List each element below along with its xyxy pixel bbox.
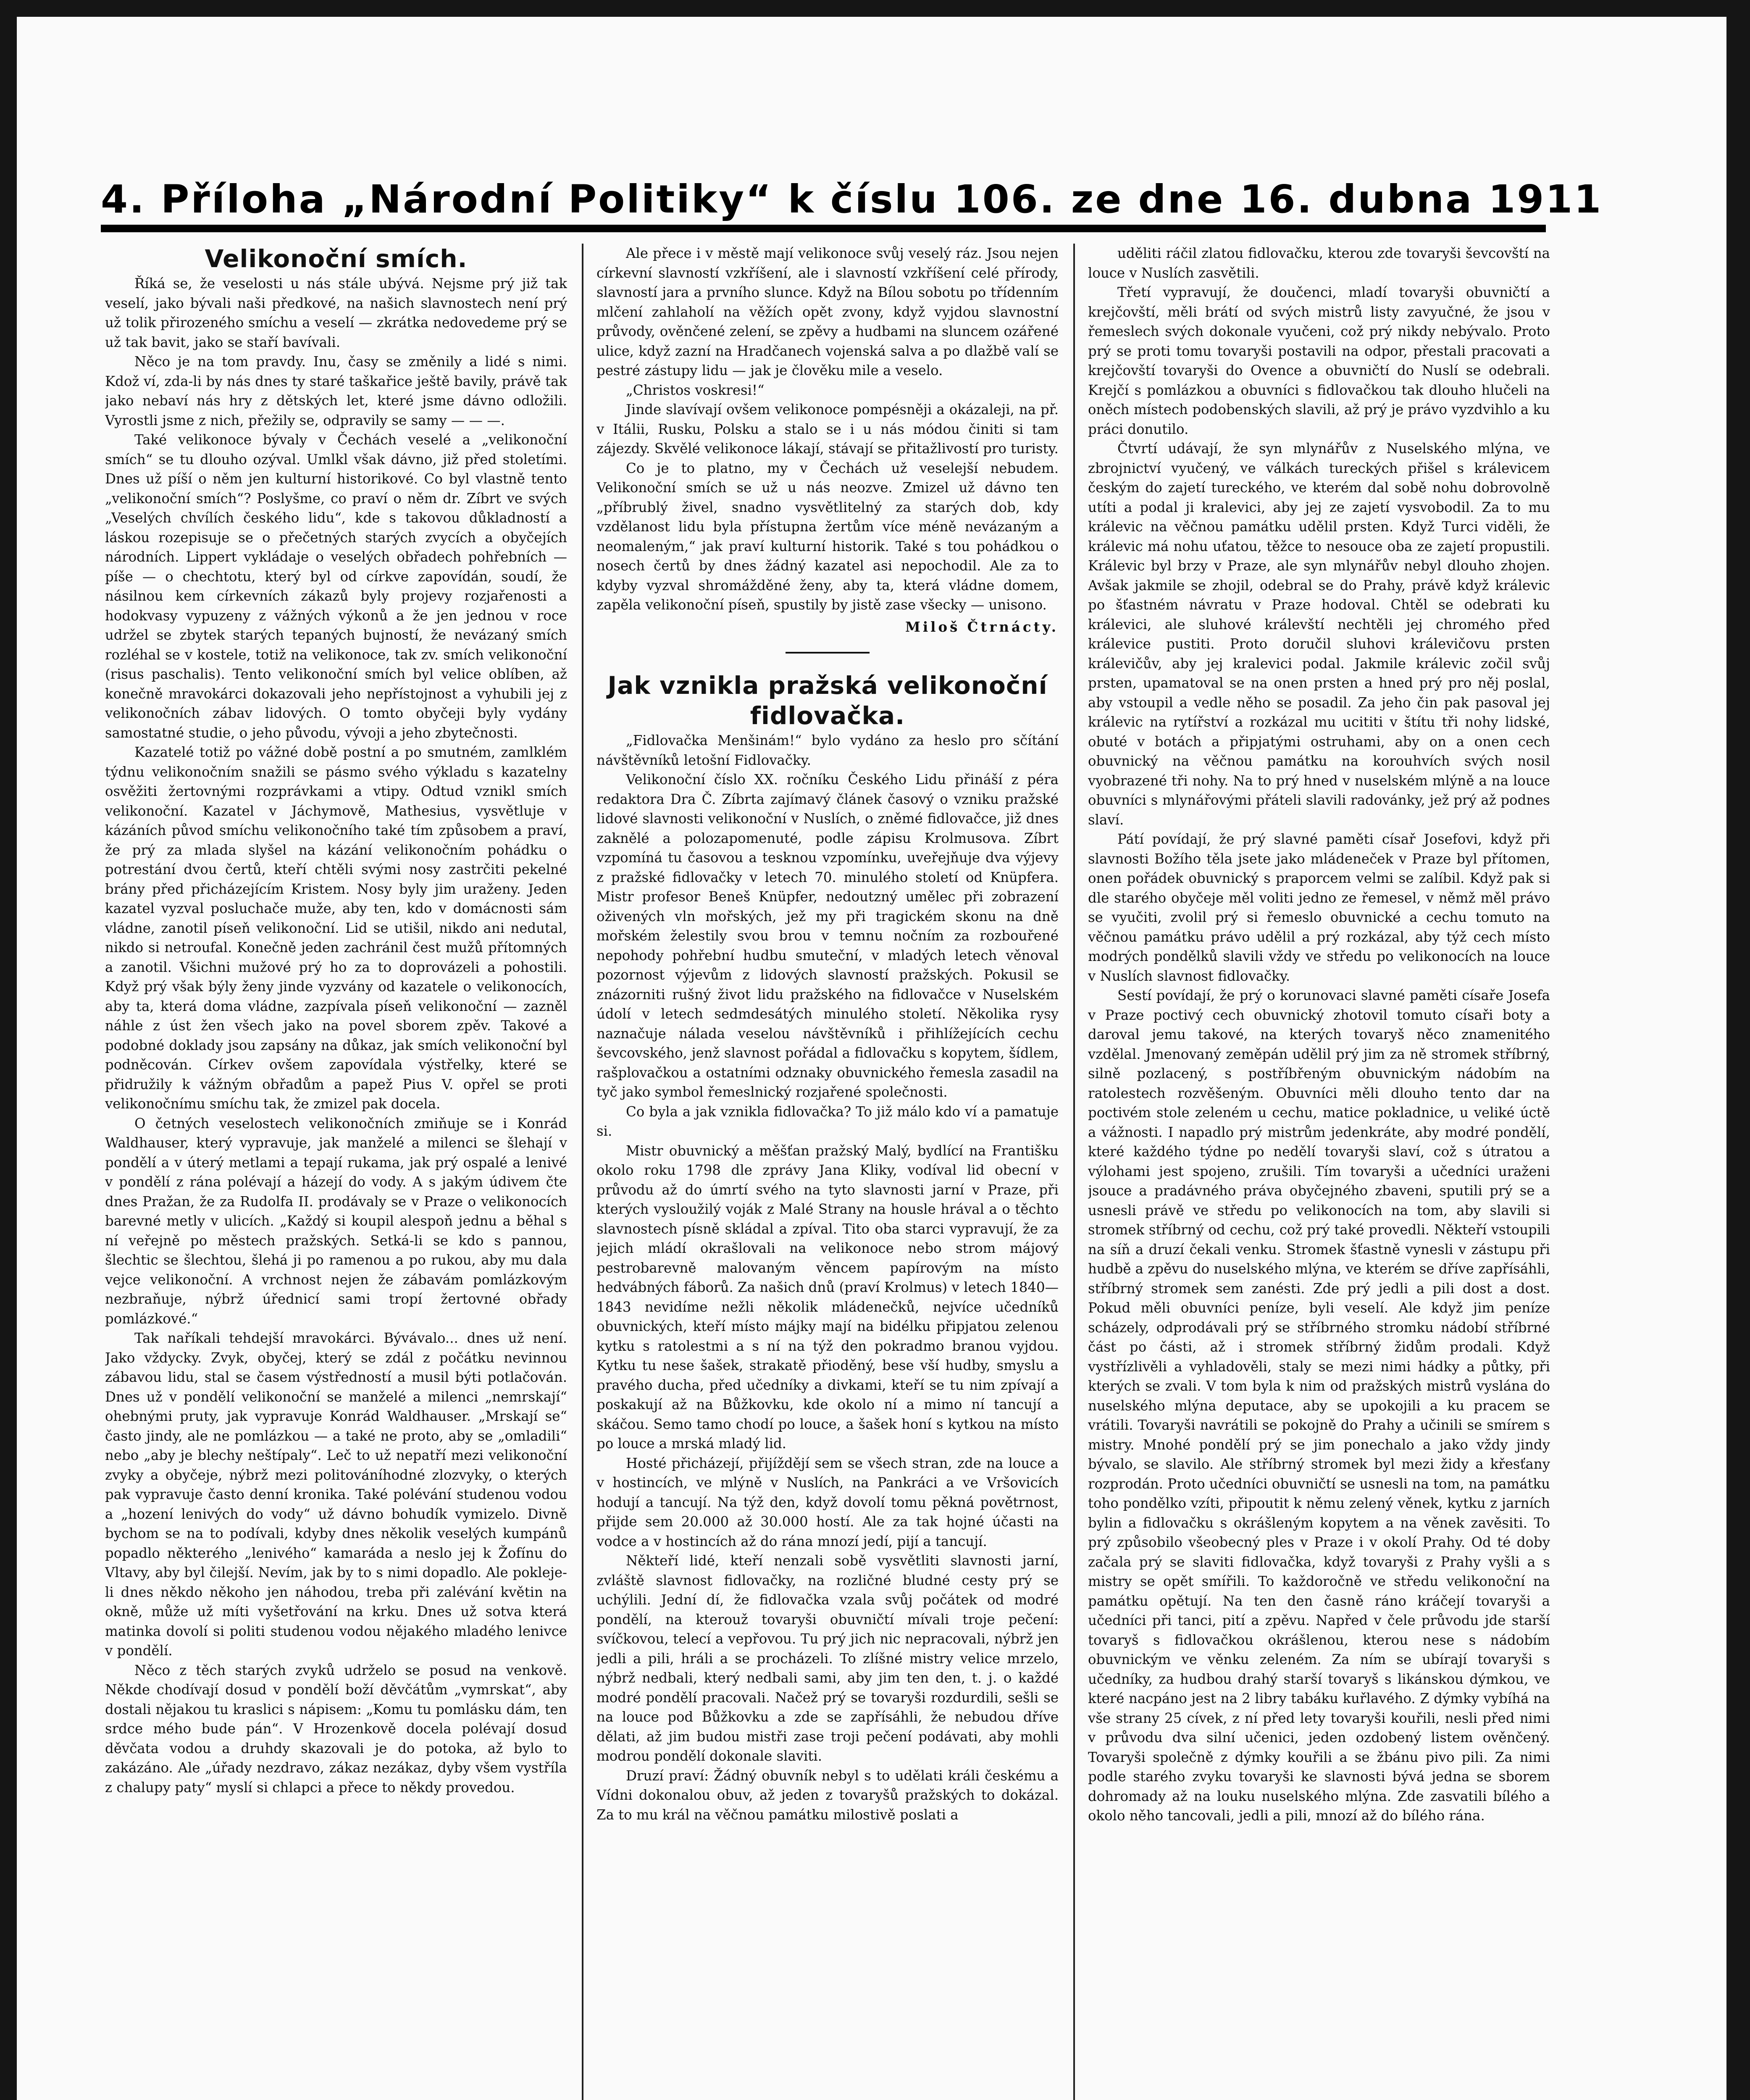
paragraph: Co je to platno, my v Čechách už veselejší nebudem. Velikonoční smích se už u nás neozve. Zmizel už dávno ten „příbrublý živel, snadno vysvětlitelný za starých dob, kdy vzdělanost lidu byla přístupna žertům více méně nevázaným a neomaleným,“ jak praví kulturní historik. Také s tou pohádkou o nosech čertů by dnes žádný kazatel asi nepochodil. Ale za to kdyby vyzval shromážděné ženy, aby ta, která vládne domem, zapěla velikonoční píseň, spustily by jistě zase všecky — unisono. <box>596 460 1059 613</box>
paragraph: Co byla a jak vznikla fidlovačka? To již málo kdo ví a pamatuje si. <box>596 1103 1059 1139</box>
paragraph: Sestí povídají, že prý o korunovaci slavné paměti císaře Josefa v Praze poctivý cech obuvnický zhotovil tomuto císaři boty a daroval jemu takové, na kterých tovaryš něco znamenitého vzdělal. Jmenovaný zeměpán udělil prý jim za ně stromek stříbrný, silně pozlacený, s postříbřeným obuvnickým nádobím na ratolestech rozvěšeným. Obuvníci měli dlouho tento dar na poctivém stole zeleném u cechu, matice pokladnice, u veliké úctě a vážnosti. I napadlo prý mistrům jedenkráte, aby modré pondělí, které každého týdne po nedělí tovaryši slaví, což s útratou a výlohami jest spojeno, zrušili. Tím tovaryši a učedníci uraženi jsouce a pradávného práva obyčejného zbaveni, sputili prý se a usnesli právě ve středu po velikonocích na tom, aby slavili si stromek stříbrný od cechu, což prý také provedli. Někteří vstoupili na síň a druzí čekali venku. Stromek šťastně vynesli v zástupu při hudbě a zpěvu do nuselského mlýna, ve kterém se dříve zapřísáhli, stříbrný stromek sem zanésti. Zde prý jedli a pili dost a dost. Pokud měli obuvníci peníze, byli veselí. Ale když jim peníze scházely, odprodávali prý se stříbrného stromku nádobí stříbrné část po části, až i stromek stříbrný židům prodali. Když vystřízlivěli a vyhladověli, staly se mezi nimi hádky a půtky, při kterých se zvali. V tom byla k nim od pražských mistrů vyslána do nuselského mlýna deputace, aby se upokojili a ku pracem se vrátili. Tovaryši navrátili se pokojně do Prahy a učinili se smírem s mistry. Mnohé pondělí prý se jim ponechalo a jako vždy jindy bývalo, se slavilo. Ale stříbrný stromek byl mezi židy a křesťany rozprodán. Proto učedníci obuvničtí se usnesli na tom, na památku toho pondělko vzíti, připoutit k němu zelený věnek, kytku z jarních bylin a fidlovačku s okrášleným kopytem a na věnek zavěsiti. To prý způsobilo všeobecný ples v Praze i v okolí Prahy. Od té doby začala prý se slaviti fidlovačka, když tovaryši z Prahy vyšli a s mistry se opět smířili. To každoročně ve středu velikonoční na památku opětují. Na ten den časně ráno kráčejí tovaryši a učedníci při tanci, pití a zpěvu. Napřed v čele průvodu jde starší tovaryš s fidlovačkou okrášlenou, kterou nese s nádobím obuvnickým ve věnku zeleném. Za ním se ubírají tovaryši s učedníky, za hudbou drahý starší tovaryš s likánskou dýmkou, ve které nacpáno jest na 2 libry tabáku kuřlavého. Z dýmky vybíhá na vše strany 25 cívek, z ní před lety tovaryši kouřili, nesli před nimi v průvodu dva silní učenici, jeden ozdobený listem ověnčený. Tovaryši společně z dýmky kouřili a se žbánu pivo pili. Za nimi podle starého zvyku tovaryši ke slavnosti bývá jedna se sborem dohromady až na louku nuselského mlýna. Zde zasvatili bílého a okolo něho tancovali, jedli a pili, mnozí až do bílého rána. <box>1088 987 1550 1824</box>
paragraph: Něco z těch starých zvyků udrželo se posud na venkově. Někde chodívají dosud v pondělí boží děvčátům „vymrskat“, aby dostali nějakou tu kraslici s nápisem: „Komu tu pomlásku dám, ten srdce mého bude pán“. V Hrozenkově docela polévají dosud děvčata vodou a druhdy skazovali je do potoka, až bylo to zakázáno. Ale „úřady nezdravo, zákaz nezákaz, dyby všem vystříla z chalupy paty“ myslí si chlapci a přece to někdy provedou. <box>105 1662 567 1796</box>
paragraph: Druzí praví: Žádný obuvník nebyl s to udělati králi českému a Vídni dokonalou obuv, až jeden z tovaryšů pražských to dokázal. Za to mu král na věčnou památku milostivě poslati a <box>596 1767 1059 1823</box>
paragraph: O četných veselostech velikonočních zmiňuje se i Konrád Waldhauser, který vypravuje, jak manželé a milenci se šlehají v pondělí a v úterý metlami a tepají rukama, jak prý ospalé a lenivé v pondělí z rána polévají a házejí do vody. A s jakým údivem čte dnes Pražan, že za Rudolfa II. prodávaly se v Praze o velikonocích barevné metly v ulicích. „Každý si koupil alespoň jednu a běhal s ní veřejně po městech pražských. Setká-li se kdo s pannou, šlechtic se šlechtou, šlehá ji po ramenou a po rukou, aby mu dala vejce velikonoční. A vrchnost nejen že zábavám pomlázkovým nezbraňuje, nýbrž úřednicí sami tropí žertovné obřady pomlázkové.“ <box>105 1115 567 1327</box>
paragraph: Čtvrtí udávají, že syn mlynářův z Nuselského mlýna, ve zbrojnictví vyučený, ve válkách tureckých přišel s králevicem českým do zajetí tureckého, ve kterém dal sobě nohu dobrovolně utíti a podal ji kralevici, aby jej ze zajetí vysvobodil. Za to mu králevic na věčnou památku udělil prsten. Když Turci viděli, že králevic má nohu uťatou, těžce to nesouce oba ze zajetí propustili. Králevic byl brzy v Praze, ale syn mlynářův nebyl dlouho zhojen. Avšak jakmile se zhojil, odebral se do Prahy, právě když králevic po šťastném návratu v Praze hodoval. Chtěl se odebrati ku králevici, ale sluhové králevští nechtěli jej chromého před králevice pustiti. Proto doručil sluhovi králevičovu prsten králevičův, aby jej kralevici podal. Jakmile králevic zočil svůj prsten, upamatoval se na onen prsten a hned prý pro něj poslal, aby vstoupil a vedle něho se posadil. Za jeho čin pak pasoval jej králevic na rytířství a rozkázal mu ucititi v štítu tři nohy lidské, obuté v botách a připjatými ostruhami, aby on a onen cech obuvnický na věčnou památku na korouhvích svých nosil vyobrazené tři nohy. Na to prý hned v nuselském mlýně a na louce obuvníci s mlynářovými přáteli slavili radovánky, jež prý až podnes slaví. <box>1088 441 1550 828</box>
article-title-fidlovacka: Jak vznikla pražská velikonoční fidlovačka. <box>607 671 1048 730</box>
paragraph: uděliti ráčil zlatou fidlovačku, kterou zde tovaryši ševcovští na louce v Nuslích zasvětili. <box>1088 245 1550 281</box>
newspaper-page <box>17 17 1726 2100</box>
masthead-rule <box>101 225 1546 232</box>
paragraph: Jinde slavívají ovšem velikonoce pompésněji a okázaleji, na př. v Itálii, Rusku, Polsku a stalo se i u nás módou činiti si tam zájezdy. Skvělé velikonoce lákají, stávají se přitažlivostí pro turisty. <box>596 402 1059 457</box>
paragraph: Něco je na tom pravdy. Inu, časy se změnily a lidé s nimi. Kdož ví, zda-li by nás dnes ty staré taškařice ještě bavily, právě tak jako nebaví nás hry z dětských let, které jsme dávno odložili. Vyrostli jsme z nich, přežily se, odpravily se samy — — —. <box>105 354 567 428</box>
paragraph: Třetí vypravují, že doučenci, mladí tovaryši obuvničtí a krejčovští, měli brátí od svých mistrů listy zavyučné, že jsou v řemeslech svých dokonale vyučeni, což prý nikdy nebývalo. Proto prý se proti tomu tovaryši postavili na odpor, přestali pracovati a krejčovští tovaryši do Ovence a obuvničtí do Nuslí se odebrali. Krejčí s pomlázkou a obuvníci s fidlovačkou tak dlouho hlučeli na oněch místech podobenských slavili, až prý je právo vyzdvihlo a ku práci donutilo. <box>1088 284 1550 437</box>
paragraph: Hosté přicházejí, přijíždějí sem se všech stran, zde na louce a v hostincích, ve mlýně v Nuslích, na Pankráci a ve Vršovicích hodují a tancují. Na týž den, když dovolí tomu pěkná povětrnost, přijde sem 20.000 až 30.000 hostí. Ale za tak hojné účasti na vodce a v hostincích až do rána mnozí jedí, pijí a tancují. <box>596 1455 1059 1549</box>
paragraph: Někteří lidé, kteří nenzali sobě vysvětliti slavnosti jarní, zvláště slavnost fidlovačky, na rozličné bludné cesty prý se uchýlili. Jední dí, že fidlovačka vzala svůj počátek od modré pondělí, na kterouž tovaryši obuvničtí mívali troje pečení: svíčkovou, telecí a vepřovou. Tu prý jich nic nepracovali, nýbrž jen jedli a pili, hráli a se procházeli. To zlíšné mistry velice mrzelo, nýbrž nedbali, který nedbali sami, aby jim ten den, t. j. o každé modré pondělí pracovali. Načež prý se tovaryši rozdurdili, sešli se na louce pod Bůžkovku a zde se zapřísáhli, že nebudou dříve dělati, až jim budou mistři zase troji pečení podávati, aby mohli modrou pondělí dokonale slaviti. <box>596 1553 1059 1764</box>
column-3 <box>1088 244 1550 2100</box>
paragraph: Velikonoční číslo XX. ročníku Českého Lidu přináší z péra redaktora Dra Č. Zíbrta zajímavý článek časový o vzniku pražské lidové slavnosti velikonoční v Nuslích, o zněmé fidlovačce, již dnes zaknělé a polozapomenuté, podle zápisu Krolmusova. Zíbrt vzpomíná tu časovou a tesknou vzpomínku, uveřejňuje dva výjevy z pražské fidlovačky v letech 70. minulého století od Knüpfera. Mistr profesor Beneš Knüpfer, nedoutzný umělec při zobrazení oživených vln mořských, jež my při tragickém skonu na dně mořském želestily svou brou v temnu nočním za rozbouřené nepohody pohřební hudbu smuteční, v mladých letech věnoval pozornost výjevům z lidových slavností pražských. Pokusil se znázorniti rušný život lidu pražského na fidlovačce v Nuselském údolí v letech sedmdesátých minulého století. Několika rysy naznačuje nálada veselou návštěvníků i přihlížejících cechu ševcovského, jenž slavnost pořádal a fidlovačku s kopytem, šídlem, rašplovačkou a ostatními odznaky obuvnického řemesla zasadil na tyč jako symbol řemeslnický rozjařené společnosti. <box>596 772 1059 1100</box>
paragraph: Mistr obuvnický a měšťan pražský Malý, bydlící na Františku okolo roku 1798 dle zprávy Jana Kliky, vodíval lid obecní v průvodu až do úmrtí svého na tyto slavnosti jarní v Praze, při kterých vysloužilý voják z Malé Strany na housle hrával a o těchto slavnostech písně skládal a zpíval. Tito oba starci vypravují, že za jejich mládí okrašlovali na velikonoce nebo strom májový pestrobarevně malovaným věncem papírovým na místo hedvábných fáborů. Za našich dnů (praví Krolmus) v letech 1840—1843 nevidíme nežli několik mládenečků, nejvíce učedníků obuvnických, kteří místo májky mají na bidélku připjatou zelenou kytku s ratolestmi a s ní na týž den pokradmo branou vyjdou. Kytku tu nese šašek, strakatě přioděný, bese vší hudby, smyslu a pravého ducha, před učedníky a divkami, kteří se tu nim zpívají a poskakují až na Bůžkovku, kde okolo ní a mimo ní tancují a skáčou. Semo tamo chodí po louce, a šašek honí s kytkou na místo po louce a mrská mladý lid. <box>596 1142 1059 1452</box>
column-divider <box>582 244 583 2100</box>
author-signature: Miloš Čtrnácty. <box>905 619 1059 635</box>
column-divider <box>1073 244 1075 2100</box>
paragraph: Ale přece i v městě mají velikonoce svůj veselý ráz. Jsou nejen církevní slavností vzkříšení, ale i slavností vzkříšení celé přírody, slavností jara a prvního slunce. Když na Bílou sobotu po třídenním mlčení zahlaholí na věžích opět zvony, když vyjdou slavnostní průvody, ověnčené zelení, se zpěvy a hudbami na sluncem ozářené ulice, když zazní na Hradčanech vojenská salva a po dlažbě valí se pestré zástupy lidu — jak je člověku mile a veselo. <box>596 245 1059 378</box>
article-title-velikonocni-smich: Velikonoční smích. <box>205 244 468 273</box>
masthead: 4. Příloha „Národní Politiky“ k číslu 106. ze dne 16. dubna 1911 <box>101 177 1603 222</box>
column-1 <box>105 244 567 2100</box>
article-divider <box>786 652 870 654</box>
paragraph: Tak naříkali tehdejší mravokárci. Bývávalo... dnes už není. Jako vždycky. Zvyk, obyčej, který se zdál z počátku nevinnou zábavou lidu, stal se časem výstředností a musil býti potlačován. Dnes už v pondělí velikonoční se manželé a milenci „nemrskají“ ohebnými pruty, jak vypravuje Konrád Waldhauser. „Mrskají se“ často jindy, ale ne pomlázkou — a také ne proto, aby se „omladili“ nebo „aby je blechy neštípaly“. Leč to už nepatří mezi velikonoční zvyky a obyčeje, nýbrž mezi politováníhodné zlozvyky, o kterých pak vypravuje často denní kronika. Také polévání studenou vodou a „hození lenivých do vody“ už dávno bohudík vymizelo. Divně bychom se na to podívali, kdyby dnes několik veselých kumpánů popadlo některého „lenivého“ kamaráda a neslo jej k Žofínu do Vltavy, aby byl čilejší. Nevím, jak by to s nimi dopadlo. Ale pokleje-li dnes někdo někoho jen náhodou, treba při zalévání květin na okně, může už míti vyšetřování na krku. Dnes už sotva která matinka dovolí si politi studenou vodou nějakého mladého lenivce v pondělí. <box>105 1330 567 1659</box>
paragraph: Také velikonoce bývaly v Čechách veselé a „velikonoční smích“ se tu dlouho ozýval. Umlkl však dávno, již před stoletími. Dnes už píší o něm jen kulturní historikové. Co byl vlastně tento „velikonoční smích“? Poslyšme, co praví o něm dr. Zíbrt ve svých „Veselých chvílích českého lidu“, kde s takovou důkladností a láskou rozepisuje se o přečetných starých zvycích a obyčejích národních. Lippert vykládaje o veselých obřadech pohřebních — píše — o chechtotu, který byl od církve zapovídán, soudí, že násilnou kem církevních zákazů byly projevy rozjařenosti a hodokvasy vypuzeny z vážných výkonů a že jen jednou v roce udržel se zbytek starých tepaných bujností, že nevázaný smích rozléhal se v kostele, totiž na velikonoce, tak zv. smích velikonoční (risus paschalis). Tento velikonoční smích byl velice oblíben, až konečně mravokárci dokazovali jeho nepřístojnost a vyhubili jej z velikonočních zábav lidových. O tomto obyčeji byly vydány samostatné studie, o jeho původu, vývoji a jeho zbytečnosti. <box>105 432 567 741</box>
paragraph: Kazatelé totiž po vážné době postní a po smutném, zamlklém týdnu velikonočním snažili se pásmo svého výkladu s kazatelny osvěžiti žertovnými rozprávkami a vtipy. Odtud vznikl smích velikonoční. Kazatel v Jáchymově, Mathesius, vysvětluje v kázáních původ smíchu velikonočního také tím způsobem a praví, že prý za mlada slyšel na kázání velikonočním pohádku o potrestání dvou čertů, kteří chtěli svými nosy zastrčiti pekelné brány před přicházejícím Kristem. Nosy byly jim uraženy. Jeden kazatel vyzval posluchače muže, aby ten, kdo v domácnosti sám vládne, zanotil píseň velikonoční. Lid se utišil, nikdo ani nedutal, nikdo si netroufal. Konečně jeden zachránil čest mužů přítomných a zanotil. Všichni mužové prý ho za to doprovázeli a pohostili. Když prý však býly ženy jinde vyzvány od kazatele o velikonocích, aby ta, která doma vládne, zazpívala píseň velikonoční — zazněl náhle z úst žen všech jako na povel sborem zpěv. Takové a podobné doklady jsou zapsány na důkaz, jak smích velikonoční byl podněcován. Církev ovšem zapovídala výstřelky, které se přidružily k vážným obřadům a papež Pius V. opřel se proti velikonočnímu smíchu tak, že zmizel pak docela. <box>105 744 567 1112</box>
paragraph: Pátí povídají, že prý slavné paměti císař Josefovi, když při slavnosti Božího těla jsete jako mládeneček v Praze byl přítomen, onen pořádek obuvnický s praporcem velmi se zalíbil. Když pak si dle starého obyčeje měl voliti jedno ze řemesel, v němž měl právo se vyučiti, zvolil prý si řemeslo obuvnické a cechu tomuto na věčnou památku právo udělil a prý rozkázal, aby týž cech místo modrých pondělků slavili vždy ve středu po velikonocích na louce v Nuslích slavnost fidlovačky. <box>1088 831 1550 984</box>
paragraph: „Fidlovačka Menšinám!“ bylo vydáno za heslo pro sčítání návštěvníků letošní Fidlovačky. <box>596 732 1059 768</box>
paragraph: Říká se, že veselosti u nás stále ubývá. Nejsme prý již tak veselí, jako bývali naši předkové, na našich slavnostech není prý už tolik přirozeného smíchu a veselí — zkrátka nedovedeme prý se už tak bavit, jako se staří bavívali. <box>105 276 567 350</box>
column-2 <box>596 244 1059 2100</box>
paragraph: „Christos voskresi!“ <box>626 382 765 398</box>
